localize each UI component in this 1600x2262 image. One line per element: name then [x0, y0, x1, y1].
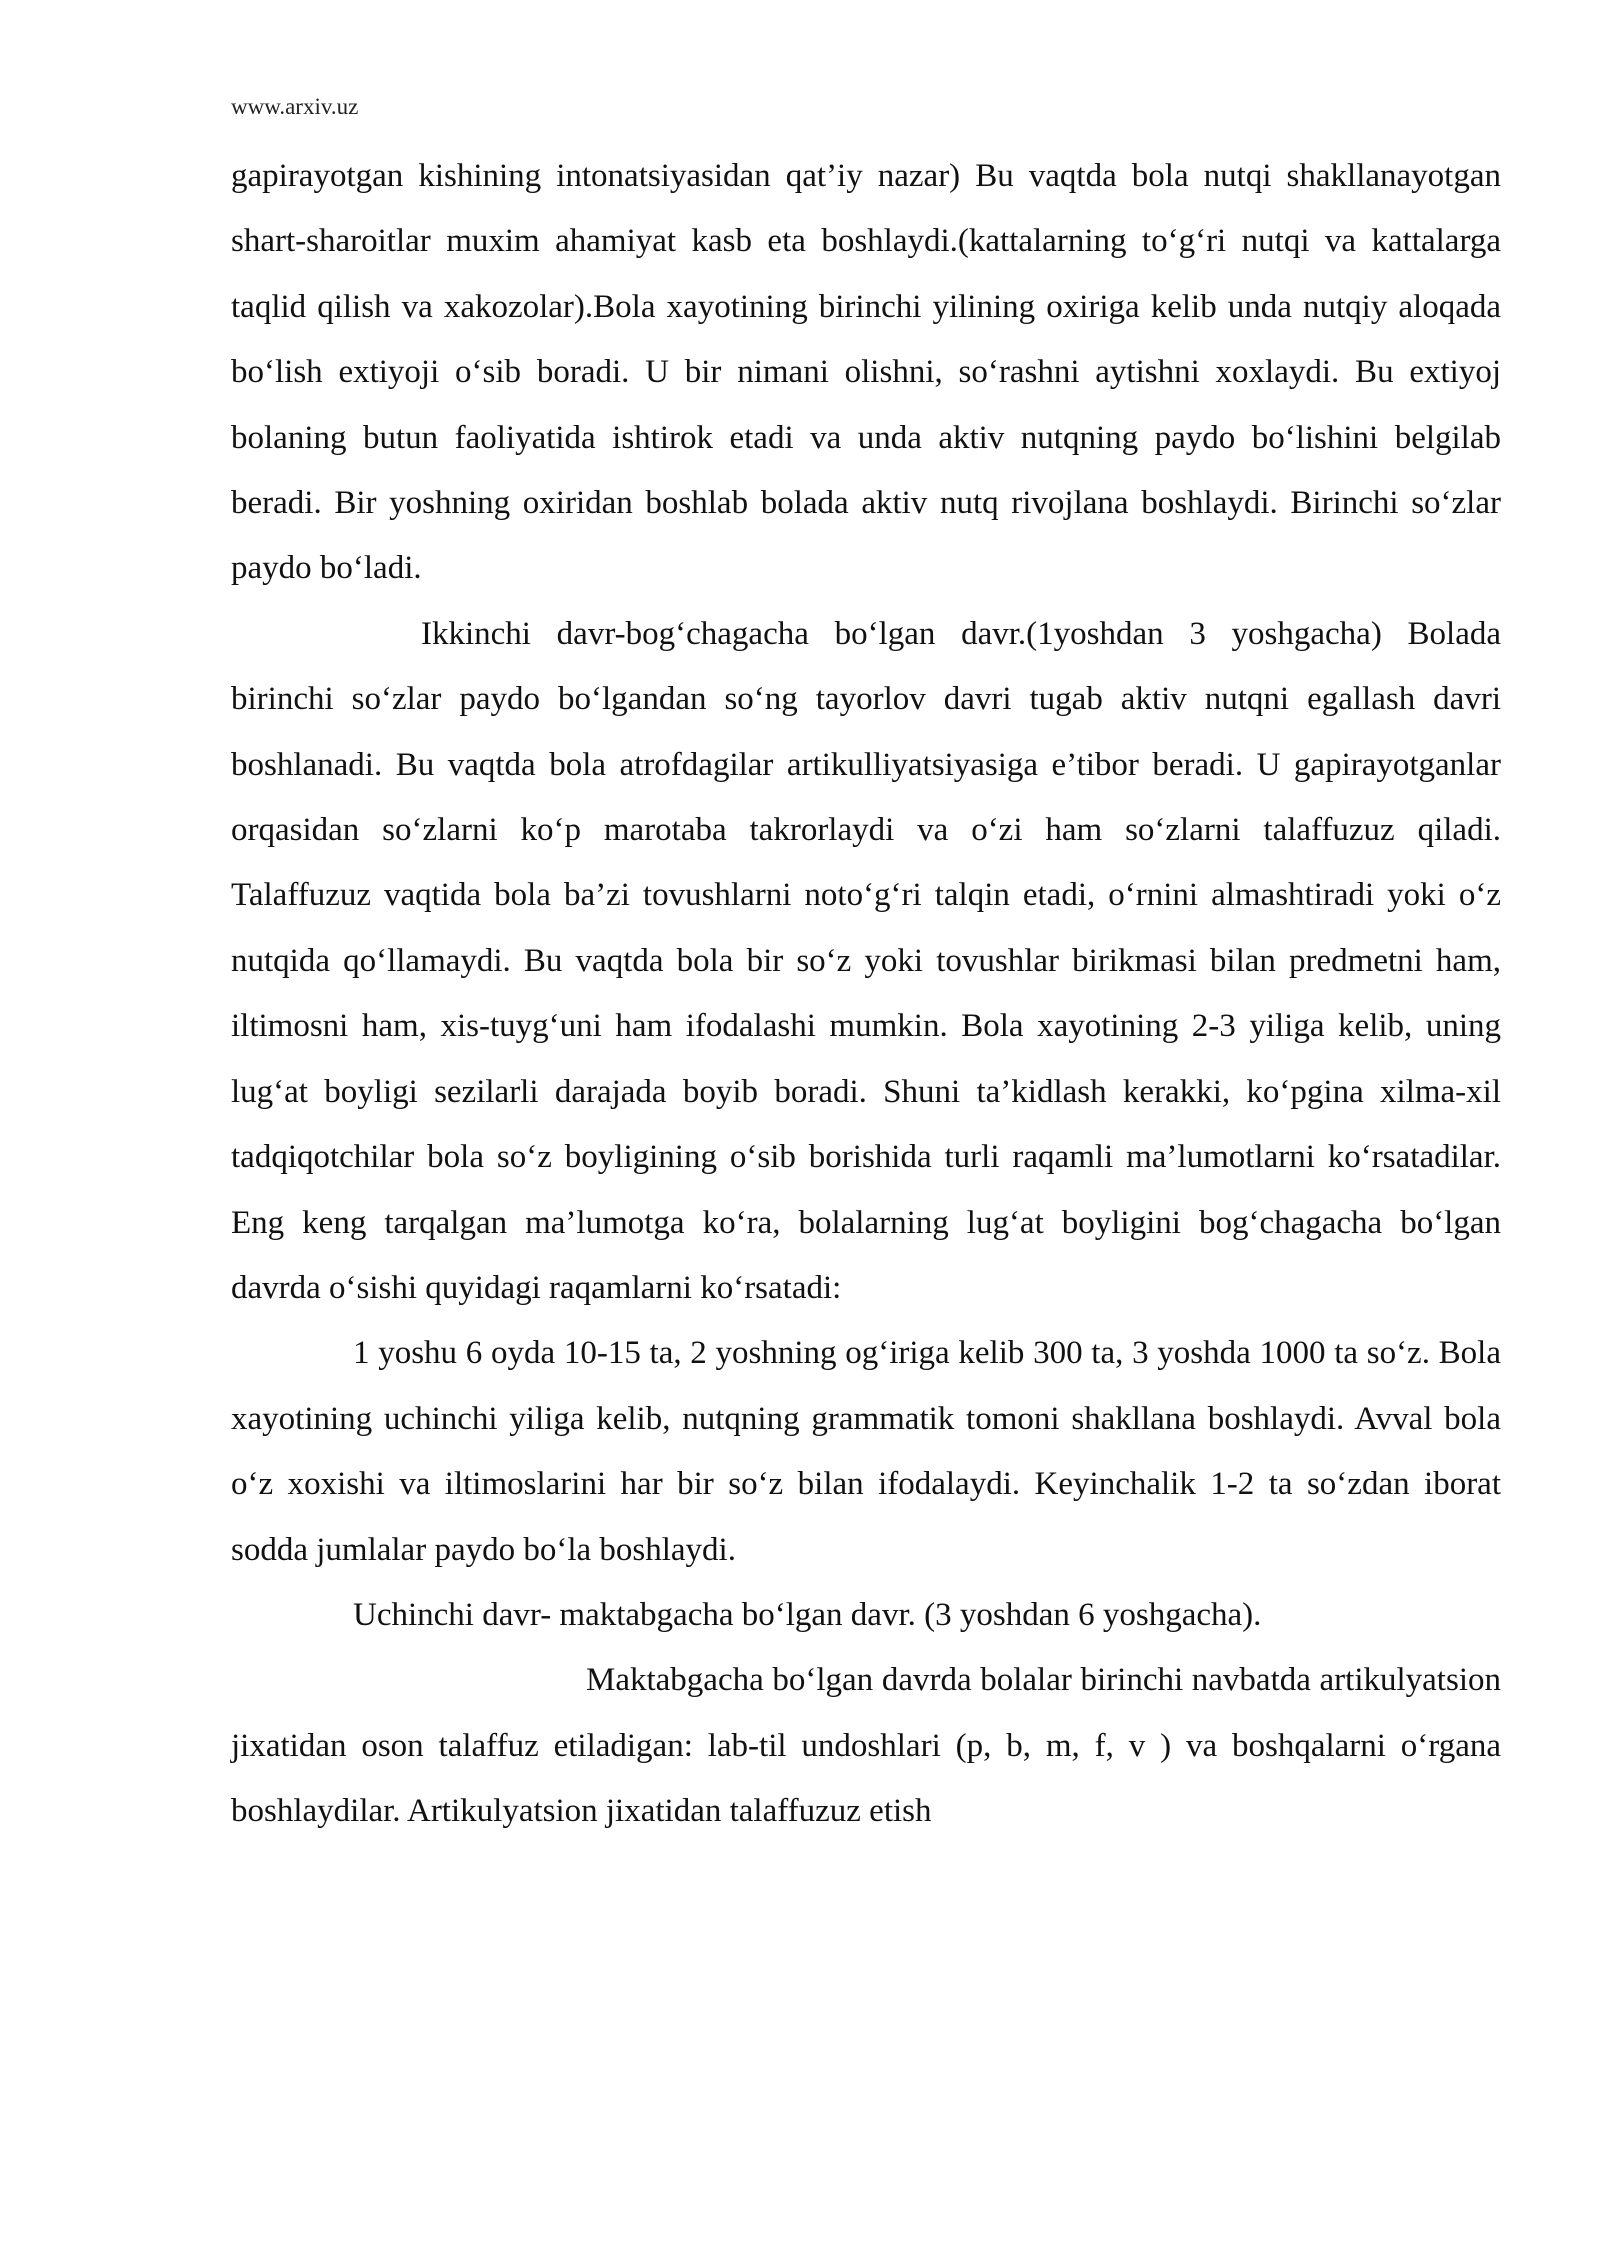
paragraph-2: Ikkinchi davr-bog‘chagacha bo‘lgan davr.(1yoshdan 3 yoshgacha) Bolada birinchi so‘zlar paydo bo‘lgandan so‘ng tayorlov davri tugab aktiv nutqni egallash davri boshlanadi. Bu vaqtda bola atrofdagilar artikulliyatsiyasiga e’tibor beradi. U gapirayotganlar orqasidan so‘zlarni ko‘p marotaba takrorlaydi va o‘zi ham so‘zlarni talaffuzuz qiladi. Talaffuzuz vaqtida bola ba’zi tovushlarni noto‘g‘ri talqin etadi, o‘rnini almashtiradi yoki o‘z nutqida qo‘llamaydi. Bu vaqtda bola bir so‘z yoki tovushlar birikmasi bilan predmetni ham, iltimosni ham, xis-tuyg‘uni ham ifodalashi mumkin. Bola xayotining 2-3 yiliga kelib, uning lug‘at boyligi sezilarli darajada boyib boradi. Shuni ta’kidlash kerakki, ko‘pgina xilma-xil tadqiqotchilar bola so‘z boyligining o‘sib borishida turli raqamli ma’lumotlarni ko‘rsatadilar. Eng keng tarqalgan ma’lumotga ko‘ra, bolalarning lug‘at boyligini bog‘chagacha bo‘lgan davrda o‘sishi quyidagi raqamlarni ko‘rsatadi: [231, 615, 1501, 1306]
document-body [231, 144, 1501, 1845]
page-header-url: www.arxiv.uz [231, 94, 359, 119]
paragraph-5: Maktabgacha bo‘lgan davrda bolalar birinchi navbatda artikulyatsion jixatidan oson talaffuz etiladigan: lab-til undoshlari (p, b, m, f, v ) va boshqalarni o‘rgana boshlaydilar. Artikulyatsion jixatidan talaffuzuz etish [231, 1662, 1501, 1830]
paragraph-1: gapirayotgan kishining intonatsiyasidan qat’iy nazar) Bu vaqtda bola nutqi shakllanayotgan shart-sharoitlar muxim ahamiyat kasb eta boshlaydi.(kattalarning to‘g‘ri nutqi va kattalarga taqlid qilish va xakozolar).Bola xayotining birinchi yilining oxiriga kelib unda nutqiy aloqada bo‘lish extiyoji o‘sib boradi. U bir nimani olishni, so‘rashni aytishni xoxlaydi. Bu extiyoj bolaning butun faoliyatida ishtirok etadi va unda aktiv nutqning paydo bo‘lishini belgilab beradi. Bir yoshning oxiridan boshlab bolada aktiv nutq rivojlana boshlaydi. Birinchi so‘zlar paydo bo‘ladi. [231, 158, 1501, 587]
paragraph-3: 1 yoshu 6 oyda 10-15 ta, 2 yoshning og‘iriga kelib 300 ta, 3 yoshda 1000 ta so‘z. Bola xayotining uchinchi yiliga kelib, nutqning grammatik tomoni shakllana boshlaydi. Avval bola o‘z xoxishi va iltimoslarini har bir so‘z bilan ifodalaydi. Keyinchalik 1-2 ta so‘zdan iborat sodda jumlalar paydo bo‘la boshlaydi. [231, 1335, 1501, 1568]
paragraph-4: Uchinchi davr- maktabgacha bo‘lgan davr. (3 yoshdan 6 yoshgacha). [353, 1596, 1262, 1633]
